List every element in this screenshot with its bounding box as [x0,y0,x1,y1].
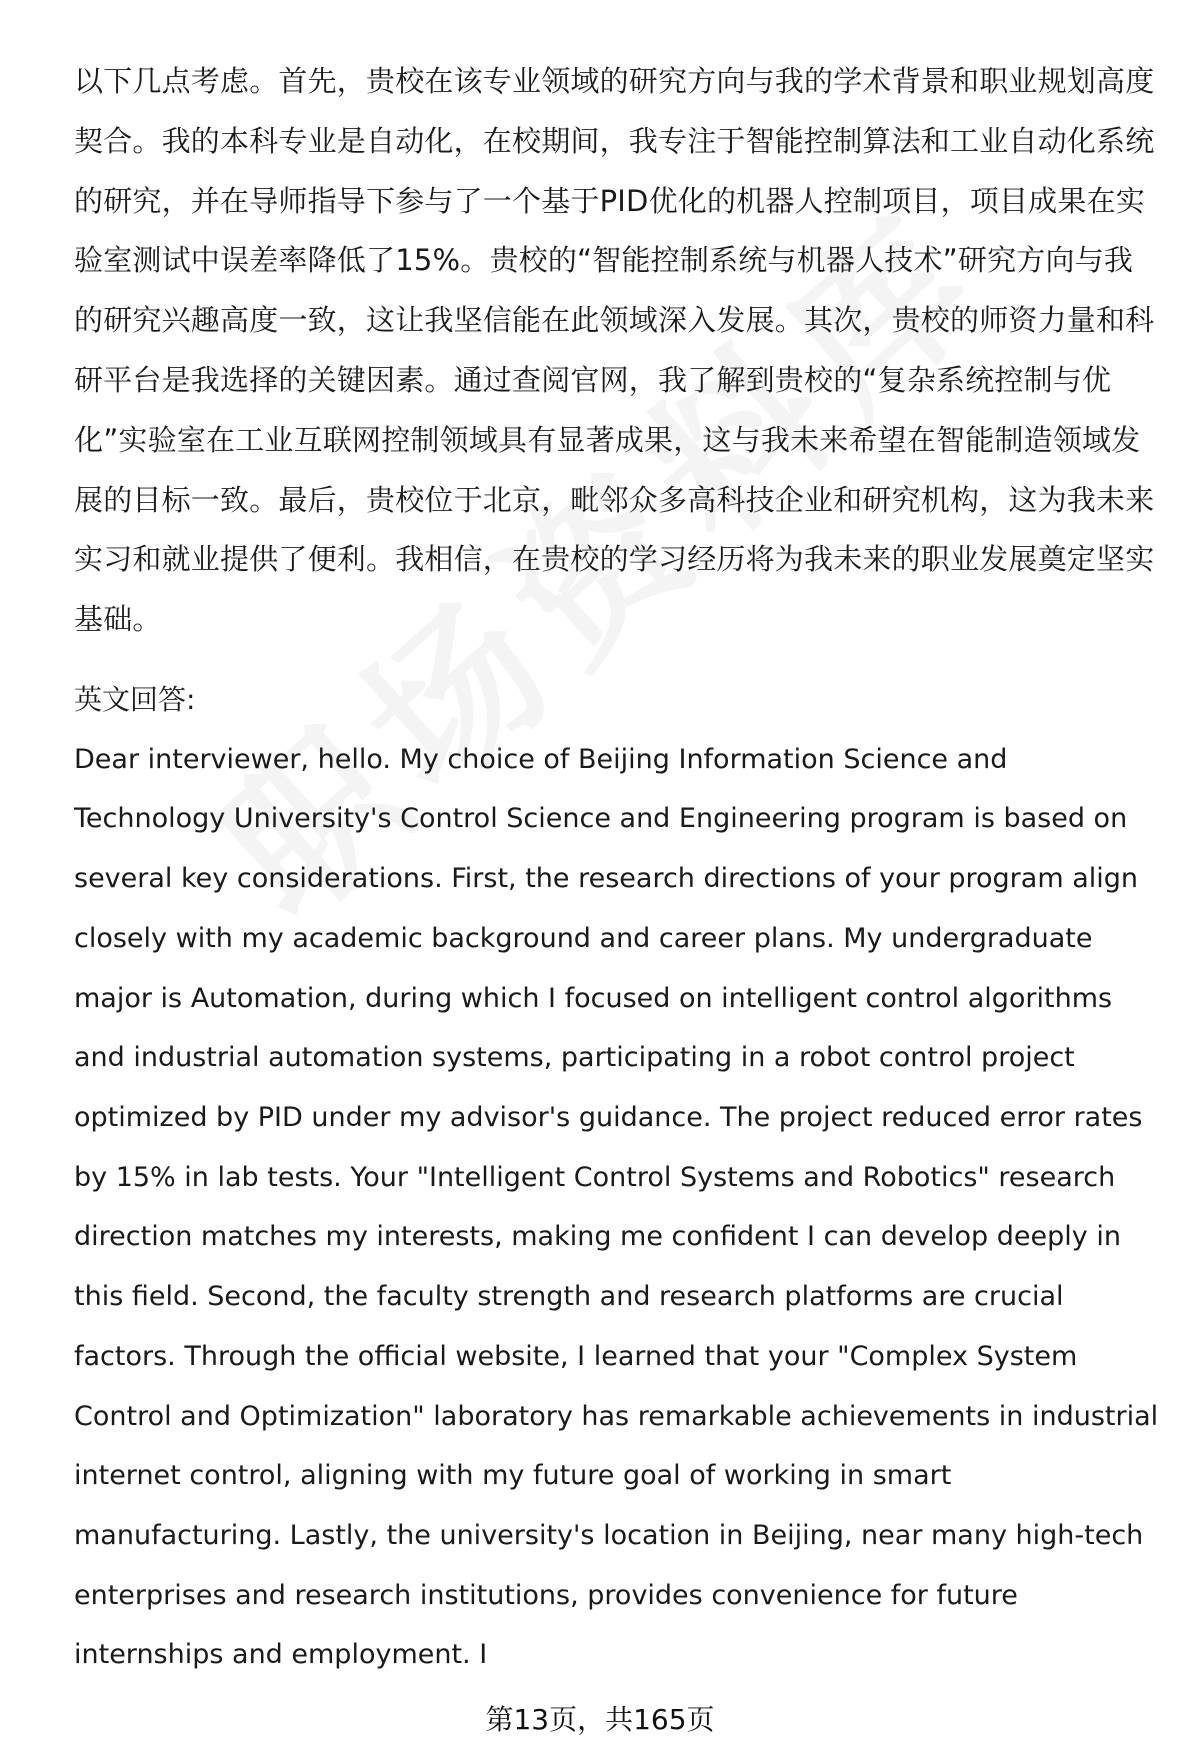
chinese-answer-paragraph: 以下几点考虑。首先，贵校在该专业领域的研究方向与我的学术背景和职业规划高度契合。我的本科专业是自动化，在校期间，我专注于智能控制算法和工业自动化系统的研究，并在导师指导下参与了一个基于PID优化的机器人控制项目，项目成果在实验室测试中误差率降低了15%。贵校的“智能控制系统与机器人技术”研究方向与我的研究兴趣高度一致，这让我坚信能在此领域深入发展。其次，贵校的师资力量和科研平台是我选择的关键因素。通过查阅官网，我了解到贵校的“复杂系统控制与优化”实验室在工业互联网控制领域具有显著成果，这与我未来希望在智能制造领域发展的目标一致。最后，贵校位于北京，毗邻众多高科技企业和研究机构，这为我未来实习和就业提供了便利。我相信，在贵校的学习经历将为我未来的职业发展奠定坚实基础。 [74,64,1155,637]
english-answer-label: 英文回答: [74,682,196,716]
english-answer-paragraph: Dear interviewer, hello. My choice of Beijing Information Science and Technology University's Control Science and Engineering program is based on several key considerations. First, the research directions of your program align closely with my academic background and career plans. My undergraduate major is Automation, during which I focused on intelligent control algorithms and industrial automation systems, participating in a robot control project optimized by PID under my advisor's guidance. The project reduced error rates by 15% in lab tests. Your "Intelligent Control Systems and Robotics" research direction matches my interests, making me confident I can develop deeply in this field. Second, the faculty strength and research platforms are crucial factors. Through the official website, I learned that your "Complex System Control and Optimization" laboratory has remarkable achievements in industrial internet control, aligning with my future goal of working in smart manufacturing. Lastly, the university's location in Beijing, near many high-tech enterprises and research institutions, provides convenience for future internships and employment. I [74,743,1159,1671]
document-body [74,52,1160,1685]
page-number-footer: 第13页，共165页 [485,1703,715,1736]
